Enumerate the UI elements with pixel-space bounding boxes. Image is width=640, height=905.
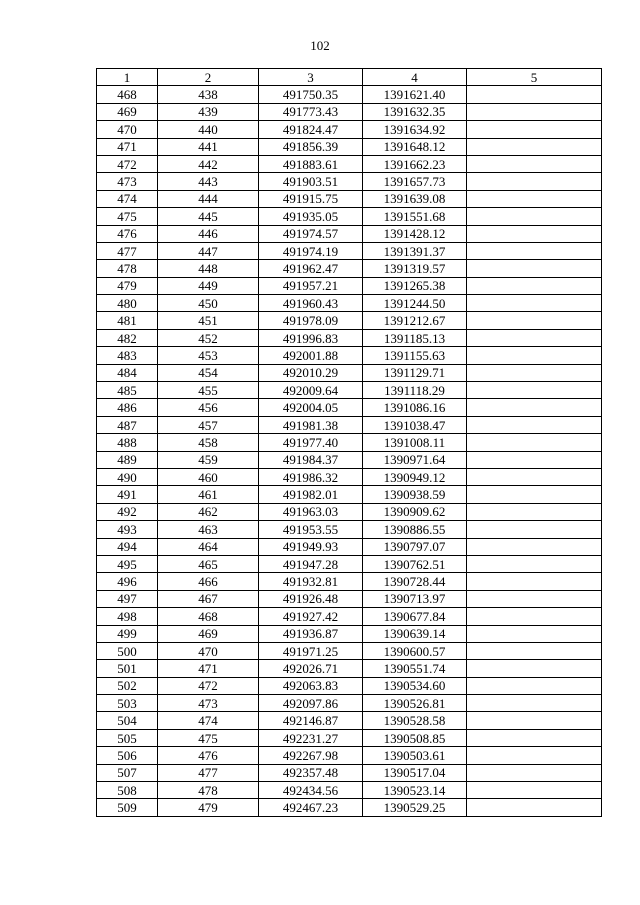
table-cell: 502 xyxy=(97,677,158,694)
table-row xyxy=(97,295,602,312)
table-cell: 482 xyxy=(97,329,158,346)
table-cell: 493 xyxy=(97,521,158,538)
table-cell: 491949.93 xyxy=(259,538,363,555)
table-cell: 1391551.68 xyxy=(363,208,467,225)
page-number: 102 xyxy=(310,38,330,53)
table-cell: 452 xyxy=(158,329,259,346)
table-row xyxy=(97,277,602,294)
table-row xyxy=(97,451,602,468)
table-cell: 1391657.73 xyxy=(363,173,467,190)
table-cell xyxy=(467,660,602,677)
table-cell: 438 xyxy=(158,86,259,103)
table-cell xyxy=(467,416,602,433)
table-cell: 1391319.57 xyxy=(363,260,467,277)
table-cell: 444 xyxy=(158,190,259,207)
table-cell: 1391118.29 xyxy=(363,382,467,399)
table-cell: 1390971.64 xyxy=(363,451,467,468)
table-cell xyxy=(467,782,602,799)
table-row xyxy=(97,642,602,659)
table-cell: 479 xyxy=(158,799,259,816)
table-row xyxy=(97,416,602,433)
table-cell xyxy=(467,190,602,207)
table-cell: 477 xyxy=(158,764,259,781)
table-row xyxy=(97,590,602,607)
table-cell: 491953.55 xyxy=(259,521,363,538)
table-cell: 1390797.07 xyxy=(363,538,467,555)
table-cell: 473 xyxy=(97,173,158,190)
table-cell: 474 xyxy=(97,190,158,207)
table-cell: 491971.25 xyxy=(259,642,363,659)
column-header: 3 xyxy=(259,69,363,86)
table-cell: 1391155.63 xyxy=(363,347,467,364)
table-cell: 492434.56 xyxy=(259,782,363,799)
table-cell: 461 xyxy=(158,486,259,503)
table-cell xyxy=(467,451,602,468)
table-cell: 1390639.14 xyxy=(363,625,467,642)
table-row xyxy=(97,729,602,746)
table-cell: 494 xyxy=(97,538,158,555)
table-cell: 476 xyxy=(97,225,158,242)
table-cell: 1390886.55 xyxy=(363,521,467,538)
table-cell xyxy=(467,155,602,172)
table-row xyxy=(97,608,602,625)
table-cell: 462 xyxy=(158,503,259,520)
table-cell: 448 xyxy=(158,260,259,277)
table-cell: 472 xyxy=(158,677,259,694)
table-cell: 456 xyxy=(158,399,259,416)
table-cell: 447 xyxy=(158,242,259,259)
table-cell: 1391391.37 xyxy=(363,242,467,259)
table-cell: 1390909.62 xyxy=(363,503,467,520)
table-row xyxy=(97,468,602,485)
column-header: 1 xyxy=(97,69,158,86)
table-row xyxy=(97,173,602,190)
table-cell: 491824.47 xyxy=(259,121,363,138)
table-row xyxy=(97,677,602,694)
table-cell: 453 xyxy=(158,347,259,364)
table-cell: 445 xyxy=(158,208,259,225)
table-cell: 491974.57 xyxy=(259,225,363,242)
table-row xyxy=(97,503,602,520)
table-cell: 1390551.74 xyxy=(363,660,467,677)
table-cell: 470 xyxy=(97,121,158,138)
table-cell xyxy=(467,208,602,225)
table-cell: 457 xyxy=(158,416,259,433)
table-cell: 490 xyxy=(97,468,158,485)
column-header: 2 xyxy=(158,69,259,86)
table-cell: 1391244.50 xyxy=(363,295,467,312)
table-cell: 1391648.12 xyxy=(363,138,467,155)
table-cell: 466 xyxy=(158,573,259,590)
table-cell: 458 xyxy=(158,434,259,451)
table-cell: 1391038.47 xyxy=(363,416,467,433)
table-cell: 475 xyxy=(97,208,158,225)
table-cell: 491915.75 xyxy=(259,190,363,207)
table-row xyxy=(97,695,602,712)
table-cell xyxy=(467,347,602,364)
table-cell: 474 xyxy=(158,712,259,729)
table-cell xyxy=(467,468,602,485)
table-cell: 487 xyxy=(97,416,158,433)
table-cell xyxy=(467,608,602,625)
table-cell: 1390523.14 xyxy=(363,782,467,799)
table-cell: 471 xyxy=(158,660,259,677)
table-cell: 1390529.25 xyxy=(363,799,467,816)
table-cell: 442 xyxy=(158,155,259,172)
table-cell: 1391662.23 xyxy=(363,155,467,172)
table-cell xyxy=(467,538,602,555)
table-row xyxy=(97,364,602,381)
table-cell xyxy=(467,695,602,712)
table-cell xyxy=(467,486,602,503)
table-cell xyxy=(467,225,602,242)
table-cell: 1391008.11 xyxy=(363,434,467,451)
table-cell: 492010.29 xyxy=(259,364,363,381)
table-cell: 492026.71 xyxy=(259,660,363,677)
table-cell: 443 xyxy=(158,173,259,190)
table-cell: 485 xyxy=(97,382,158,399)
table-cell: 491750.35 xyxy=(259,86,363,103)
table-cell: 480 xyxy=(97,295,158,312)
table-cell: 460 xyxy=(158,468,259,485)
table-cell: 504 xyxy=(97,712,158,729)
table-cell: 491996.83 xyxy=(259,329,363,346)
table-row xyxy=(97,225,602,242)
table-cell: 500 xyxy=(97,642,158,659)
table-cell xyxy=(467,138,602,155)
column-header: 4 xyxy=(363,69,467,86)
table-cell: 491932.81 xyxy=(259,573,363,590)
table-cell: 491927.42 xyxy=(259,608,363,625)
table-cell xyxy=(467,364,602,381)
table-cell: 495 xyxy=(97,555,158,572)
table-cell xyxy=(467,312,602,329)
table-cell: 1391621.40 xyxy=(363,86,467,103)
table-cell: 508 xyxy=(97,782,158,799)
table-cell xyxy=(467,103,602,120)
table-cell xyxy=(467,764,602,781)
table-cell: 491883.61 xyxy=(259,155,363,172)
table-cell: 491856.39 xyxy=(259,138,363,155)
table-cell xyxy=(467,590,602,607)
table-cell xyxy=(467,86,602,103)
table-cell xyxy=(467,121,602,138)
table-cell xyxy=(467,173,602,190)
table-cell: 473 xyxy=(158,695,259,712)
table-cell xyxy=(467,399,602,416)
table-cell: 440 xyxy=(158,121,259,138)
table-row xyxy=(97,312,602,329)
table-cell: 506 xyxy=(97,747,158,764)
table-cell: 491981.38 xyxy=(259,416,363,433)
table-cell xyxy=(467,677,602,694)
table-body xyxy=(97,86,602,816)
table-cell: 478 xyxy=(97,260,158,277)
table-cell: 468 xyxy=(158,608,259,625)
table-cell xyxy=(467,555,602,572)
table-row xyxy=(97,103,602,120)
table-cell: 507 xyxy=(97,764,158,781)
table-cell xyxy=(467,729,602,746)
table-row xyxy=(97,208,602,225)
table-cell: 1391212.67 xyxy=(363,312,467,329)
table-cell: 491978.09 xyxy=(259,312,363,329)
table-cell xyxy=(467,434,602,451)
table-cell: 455 xyxy=(158,382,259,399)
table-cell: 475 xyxy=(158,729,259,746)
table-cell: 477 xyxy=(97,242,158,259)
table-row xyxy=(97,190,602,207)
table-row xyxy=(97,434,602,451)
table-row xyxy=(97,747,602,764)
table-cell: 1390526.81 xyxy=(363,695,467,712)
table-cell: 465 xyxy=(158,555,259,572)
table-row xyxy=(97,764,602,781)
column-header: 5 xyxy=(467,69,602,86)
table-cell: 491903.51 xyxy=(259,173,363,190)
table-cell: 491947.28 xyxy=(259,555,363,572)
table-cell xyxy=(467,521,602,538)
table-cell: 1390600.57 xyxy=(363,642,467,659)
table-cell: 478 xyxy=(158,782,259,799)
table-cell: 1391639.08 xyxy=(363,190,467,207)
table-cell: 496 xyxy=(97,573,158,590)
table-row xyxy=(97,399,602,416)
table-cell: 492001.88 xyxy=(259,347,363,364)
table-cell: 479 xyxy=(97,277,158,294)
table-cell xyxy=(467,329,602,346)
table-cell xyxy=(467,747,602,764)
table-cell: 463 xyxy=(158,521,259,538)
table-cell: 491963.03 xyxy=(259,503,363,520)
table-cell: 509 xyxy=(97,799,158,816)
table-cell xyxy=(467,503,602,520)
table-cell: 492 xyxy=(97,503,158,520)
table-cell: 492097.86 xyxy=(259,695,363,712)
table-cell: 491960.43 xyxy=(259,295,363,312)
table-cell xyxy=(467,642,602,659)
table-row xyxy=(97,521,602,538)
table-cell: 488 xyxy=(97,434,158,451)
table-cell: 492009.64 xyxy=(259,382,363,399)
table-row xyxy=(97,799,602,816)
coordinates-table xyxy=(96,68,602,817)
table-cell: 449 xyxy=(158,277,259,294)
table-cell: 450 xyxy=(158,295,259,312)
table-cell xyxy=(467,712,602,729)
table-cell: 491 xyxy=(97,486,158,503)
table-cell xyxy=(467,277,602,294)
table-cell: 491935.05 xyxy=(259,208,363,225)
table-cell: 505 xyxy=(97,729,158,746)
table-cell xyxy=(467,625,602,642)
table-cell: 491773.43 xyxy=(259,103,363,120)
table-row xyxy=(97,86,602,103)
table-cell: 1391265.38 xyxy=(363,277,467,294)
table-row xyxy=(97,555,602,572)
table-cell: 454 xyxy=(158,364,259,381)
table-cell: 1391632.35 xyxy=(363,103,467,120)
table-cell xyxy=(467,573,602,590)
table-cell: 1390534.60 xyxy=(363,677,467,694)
table-cell: 491984.37 xyxy=(259,451,363,468)
table-cell: 1390762.51 xyxy=(363,555,467,572)
table-cell: 1390949.12 xyxy=(363,468,467,485)
table-cell: 492357.48 xyxy=(259,764,363,781)
table-cell xyxy=(467,242,602,259)
table-cell: 446 xyxy=(158,225,259,242)
table-row xyxy=(97,538,602,555)
table-cell: 497 xyxy=(97,590,158,607)
table-cell: 491962.47 xyxy=(259,260,363,277)
table-cell: 439 xyxy=(158,103,259,120)
table-row xyxy=(97,260,602,277)
table-cell: 472 xyxy=(97,155,158,172)
table-header-row xyxy=(97,69,602,86)
table-cell: 1390713.97 xyxy=(363,590,467,607)
table-cell xyxy=(467,295,602,312)
table-cell: 492231.27 xyxy=(259,729,363,746)
table-cell: 451 xyxy=(158,312,259,329)
table-row xyxy=(97,486,602,503)
table-cell: 489 xyxy=(97,451,158,468)
table-cell: 491974.19 xyxy=(259,242,363,259)
table-cell xyxy=(467,382,602,399)
table-cell: 470 xyxy=(158,642,259,659)
table-cell: 1390677.84 xyxy=(363,608,467,625)
table-row xyxy=(97,712,602,729)
table-cell xyxy=(467,260,602,277)
table-cell: 486 xyxy=(97,399,158,416)
table-cell: 464 xyxy=(158,538,259,555)
table-row xyxy=(97,782,602,799)
table-cell: 491986.32 xyxy=(259,468,363,485)
table-cell: 469 xyxy=(158,625,259,642)
table-cell: 1390508.85 xyxy=(363,729,467,746)
table-row xyxy=(97,660,602,677)
table-cell: 476 xyxy=(158,747,259,764)
table-row xyxy=(97,155,602,172)
table-cell: 498 xyxy=(97,608,158,625)
table-row xyxy=(97,121,602,138)
table-cell: 491977.40 xyxy=(259,434,363,451)
table-cell: 492063.83 xyxy=(259,677,363,694)
table-cell: 1390517.04 xyxy=(363,764,467,781)
table-cell: 492004.05 xyxy=(259,399,363,416)
table-cell: 441 xyxy=(158,138,259,155)
table-cell: 483 xyxy=(97,347,158,364)
table-row xyxy=(97,329,602,346)
table-cell: 492267.98 xyxy=(259,747,363,764)
table-cell: 484 xyxy=(97,364,158,381)
table-cell: 1391634.92 xyxy=(363,121,467,138)
table-cell: 491957.21 xyxy=(259,277,363,294)
table-cell xyxy=(467,799,602,816)
table-cell: 469 xyxy=(97,103,158,120)
table-cell: 1390728.44 xyxy=(363,573,467,590)
table-cell: 501 xyxy=(97,660,158,677)
table-cell: 459 xyxy=(158,451,259,468)
table-cell: 499 xyxy=(97,625,158,642)
table-row xyxy=(97,347,602,364)
table-row xyxy=(97,382,602,399)
table-cell: 503 xyxy=(97,695,158,712)
table-cell: 492146.87 xyxy=(259,712,363,729)
table-cell: 1390503.61 xyxy=(363,747,467,764)
table-row xyxy=(97,625,602,642)
table-cell: 1391129.71 xyxy=(363,364,467,381)
table-cell: 481 xyxy=(97,312,158,329)
table-cell: 1391185.13 xyxy=(363,329,467,346)
table-cell: 491982.01 xyxy=(259,486,363,503)
table-cell: 491926.48 xyxy=(259,590,363,607)
table-cell: 471 xyxy=(97,138,158,155)
table-cell: 491936.87 xyxy=(259,625,363,642)
table-row xyxy=(97,242,602,259)
table-cell: 492467.23 xyxy=(259,799,363,816)
table-cell: 468 xyxy=(97,86,158,103)
table-cell: 1391428.12 xyxy=(363,225,467,242)
table-cell: 1391086.16 xyxy=(363,399,467,416)
table-cell: 1390528.58 xyxy=(363,712,467,729)
table-cell: 467 xyxy=(158,590,259,607)
table-row xyxy=(97,573,602,590)
table-row xyxy=(97,138,602,155)
table-cell: 1390938.59 xyxy=(363,486,467,503)
